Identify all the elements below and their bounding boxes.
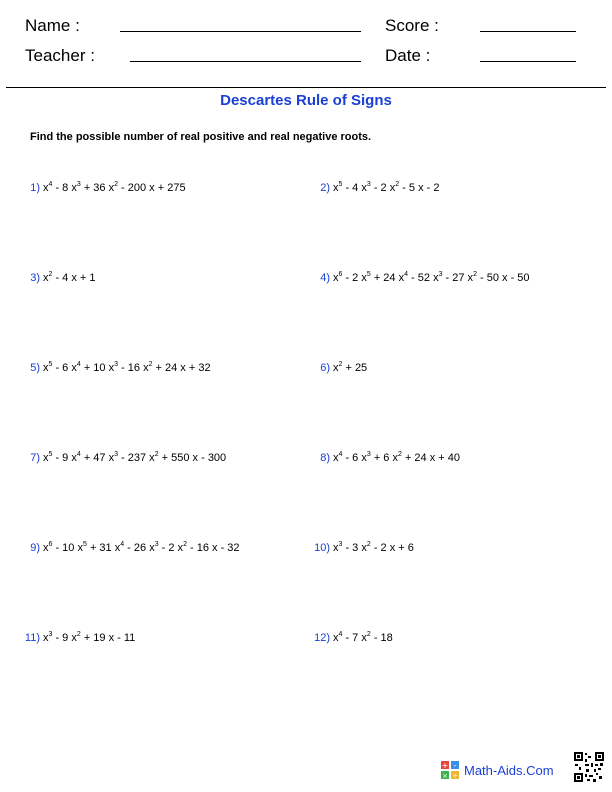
term-text: - 200 x + 275 xyxy=(118,182,186,194)
term-text: x xyxy=(333,452,339,464)
term-text: - 16 x xyxy=(118,362,149,374)
term-text: + 10 x xyxy=(80,362,115,374)
exponent: 3 xyxy=(366,181,371,188)
problem-expression xyxy=(333,182,439,194)
score-line xyxy=(480,31,576,32)
term-text: - 2 x + 6 xyxy=(370,542,414,554)
name-label: Name : xyxy=(25,16,80,35)
problem-4 xyxy=(308,272,530,284)
term-text: - 27 x xyxy=(442,272,474,284)
problem-number: 11) xyxy=(24,632,40,644)
exponent: 3 xyxy=(438,271,443,278)
exponent: 4 xyxy=(338,451,343,458)
term-text: - 52 x xyxy=(408,272,439,284)
term-text: x xyxy=(43,542,49,554)
brand-logo xyxy=(440,760,554,780)
exponent: 2 xyxy=(366,631,371,638)
term-text: + 19 x - 11 xyxy=(80,632,136,644)
exponent: 2 xyxy=(183,541,187,548)
exponent: 4 xyxy=(404,271,408,278)
term-text: - 18 xyxy=(370,632,393,644)
problem-9 xyxy=(18,542,240,554)
term-text: x xyxy=(333,632,339,644)
logo-text: Math-Aids.Com xyxy=(464,762,554,778)
term-text: + 47 x xyxy=(80,452,115,464)
term-text: x xyxy=(333,362,339,374)
term-text: - 9 x xyxy=(52,452,77,464)
svg-text:÷: ÷ xyxy=(452,772,458,780)
term-text: + 550 x - 300 xyxy=(158,452,227,464)
problem-expression xyxy=(43,182,186,194)
term-text: - 2 x xyxy=(158,542,184,554)
svg-text:×: × xyxy=(442,772,448,780)
exponent: 3 xyxy=(154,541,159,548)
exponent: 2 xyxy=(148,361,153,368)
problem-expression xyxy=(333,542,414,554)
term-text: x xyxy=(43,362,49,374)
term-text: - 6 x xyxy=(342,452,367,464)
exponent: 5 xyxy=(48,451,53,458)
exponent: 2 xyxy=(366,541,371,548)
exponent: 3 xyxy=(114,451,118,458)
term-text: - 10 x xyxy=(52,542,83,554)
exponent: 4 xyxy=(76,451,81,458)
instructions: Find the possible number of real positive and real negative roots. xyxy=(30,131,372,143)
term-text: - 5 x - 2 xyxy=(399,182,440,194)
problem-6 xyxy=(308,362,367,374)
exponent: 5 xyxy=(48,361,53,368)
problem-number: 9) xyxy=(30,542,40,554)
exponent: 3 xyxy=(338,541,343,548)
exponent: 4 xyxy=(338,631,343,638)
term-text: x xyxy=(43,272,49,284)
term-text: + 24 x + 32 xyxy=(152,362,211,374)
term-text: + 31 x xyxy=(86,542,121,554)
problem-number: 7) xyxy=(30,452,40,464)
term-text: - 4 x + 1 xyxy=(52,272,96,284)
date-line xyxy=(480,61,576,62)
term-text: - 237 x xyxy=(118,452,155,464)
term-text: + 24 x + 40 xyxy=(401,452,460,464)
problem-12 xyxy=(308,632,393,644)
exponent: 2 xyxy=(338,361,343,368)
problem-expression xyxy=(333,452,460,464)
exponent: 5 xyxy=(366,271,371,278)
problem-number: 2) xyxy=(320,182,330,194)
exponent: 2 xyxy=(114,181,118,188)
term-text: + 36 x xyxy=(80,182,115,194)
problem-5 xyxy=(18,362,211,374)
svg-text:+: + xyxy=(441,761,449,770)
term-text: - 7 x xyxy=(342,632,367,644)
term-text: x xyxy=(333,182,339,194)
exponent: 3 xyxy=(114,361,118,368)
problem-expression xyxy=(333,272,530,284)
exponent: 2 xyxy=(76,631,81,638)
problem-expression xyxy=(43,542,240,554)
exponent: 2 xyxy=(397,451,402,458)
exponent: 2 xyxy=(473,271,477,278)
term-text: + 24 x xyxy=(370,272,405,284)
date-label: Date : xyxy=(385,46,431,65)
score-label: Score : xyxy=(385,16,439,35)
problem-expression xyxy=(43,272,96,284)
exponent: 3 xyxy=(48,631,53,638)
term-text: - 16 x - 32 xyxy=(186,542,240,554)
term-text: x xyxy=(333,272,339,284)
exponent: 4 xyxy=(76,361,81,368)
teacher-label: Teacher : xyxy=(25,46,95,65)
problem-expression xyxy=(43,632,135,644)
calculator-icon xyxy=(440,760,460,780)
worksheet-title: Descartes Rule of Signs xyxy=(220,92,392,109)
term-text: - 26 x xyxy=(124,542,155,554)
exponent: 2 xyxy=(48,271,53,278)
exponent: 6 xyxy=(48,541,53,548)
problem-number: 8) xyxy=(320,452,330,464)
term-text: x xyxy=(43,182,49,194)
problem-number: 3) xyxy=(30,272,40,284)
problem-number: 5) xyxy=(30,362,40,374)
problem-expression xyxy=(43,452,226,464)
exponent: 3 xyxy=(76,181,81,188)
term-text: - 3 x xyxy=(342,542,367,554)
exponent: 4 xyxy=(48,181,53,188)
term-text: x xyxy=(43,452,49,464)
exponent: 5 xyxy=(82,541,87,548)
problem-number: 12) xyxy=(314,632,330,644)
teacher-line xyxy=(130,61,361,62)
problem-1 xyxy=(18,182,186,194)
term-text: x xyxy=(333,542,339,554)
exponent: 4 xyxy=(120,541,125,548)
term-text: + 25 xyxy=(342,362,368,374)
term-text: x xyxy=(43,632,49,644)
term-text: - 8 x xyxy=(52,182,77,194)
term-text: - 9 x xyxy=(52,632,77,644)
exponent: 6 xyxy=(338,271,343,278)
problem-number: 4) xyxy=(320,272,330,284)
exponent: 3 xyxy=(366,451,371,458)
problem-expression xyxy=(333,632,393,644)
name-line xyxy=(120,31,361,32)
problem-expression xyxy=(43,362,211,374)
problem-expression xyxy=(333,362,367,374)
exponent: 5 xyxy=(338,181,343,188)
problem-3 xyxy=(18,272,96,284)
header-divider xyxy=(6,87,606,88)
exponent: 2 xyxy=(154,451,159,458)
problem-number: 1) xyxy=(30,182,40,194)
svg-text:-: - xyxy=(453,761,457,770)
qr-code-icon xyxy=(574,752,604,782)
problem-10 xyxy=(308,542,414,554)
problem-8 xyxy=(308,452,460,464)
problem-11 xyxy=(18,632,135,644)
term-text: - 6 x xyxy=(52,362,77,374)
term-text: - 2 x xyxy=(342,272,367,284)
exponent: 2 xyxy=(395,181,400,188)
problem-number: 10) xyxy=(314,542,330,554)
term-text: + 6 x xyxy=(370,452,398,464)
term-text: - 2 x xyxy=(370,182,396,194)
problem-7 xyxy=(18,452,226,464)
term-text: - 4 x xyxy=(342,182,367,194)
term-text: - 50 x - 50 xyxy=(476,272,530,284)
problem-number: 6) xyxy=(320,362,330,374)
problem-2 xyxy=(308,182,439,194)
